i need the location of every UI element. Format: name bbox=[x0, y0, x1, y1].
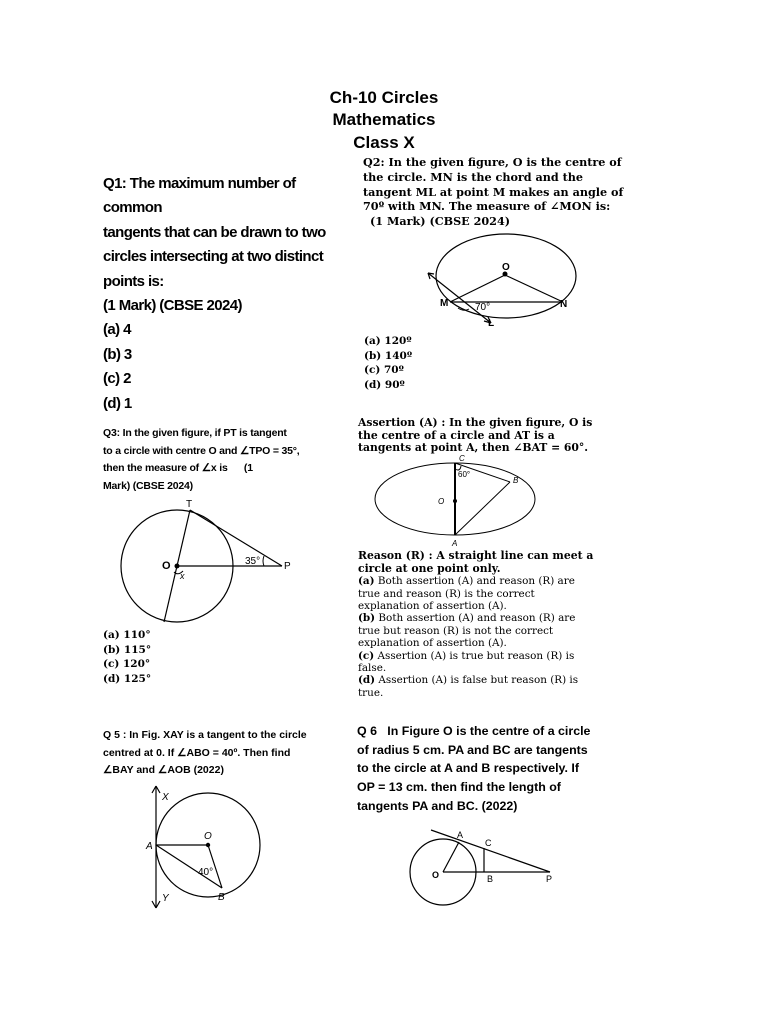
q3-line: to a circle with centre O and ∠TPO = 35°, bbox=[103, 444, 300, 457]
q2-label-angle: 70° bbox=[475, 302, 491, 313]
q3-label-p: P bbox=[284, 561, 291, 572]
q4-option-d bbox=[358, 674, 658, 699]
question-4-reason bbox=[358, 550, 658, 699]
q3-option: (a) 110° bbox=[103, 629, 151, 641]
q6-line: OP = 13 cm. then find the length of bbox=[357, 780, 561, 795]
q2-option: (d) 90º bbox=[364, 378, 405, 391]
q4-option-key: (c) bbox=[358, 649, 375, 662]
q4-option-line: explanation of assertion (A). bbox=[358, 600, 507, 612]
q4-option-line: false. bbox=[358, 662, 387, 675]
q4-option-line: Assertion (A) is true but reason (R) is bbox=[377, 649, 575, 662]
q2-label-m: M bbox=[440, 298, 449, 309]
question-5 bbox=[103, 727, 333, 780]
q4-assertion-line: Assertion (A) : In the given figure, O is bbox=[358, 416, 593, 429]
q4-label-b: B bbox=[513, 476, 519, 485]
q5-line: centred at 0. If ∠ABO = 40º. Then find bbox=[103, 746, 291, 759]
q4-label-angle: 60° bbox=[458, 470, 471, 479]
q5-label-angle: 40° bbox=[198, 867, 214, 878]
q1-line: tangents that can be drawn to two bbox=[103, 223, 326, 241]
q4-assertion-line: tangents at point A, then ∠BAT = 60°. bbox=[358, 441, 589, 455]
q4-option-b bbox=[358, 612, 658, 649]
q4-option-line: Assertion (A) is false but reason (R) is bbox=[378, 674, 579, 687]
q3-label-o: O bbox=[162, 560, 171, 572]
q3-line: then the measure of ∠x is (1 bbox=[103, 462, 253, 474]
q6-line: of radius 5 cm. PA and BC are tangents bbox=[357, 742, 588, 757]
subject-title: Mathematics bbox=[332, 110, 436, 129]
q6-label-c: C bbox=[485, 838, 492, 848]
q4-reason-line: circle at one point only. bbox=[358, 561, 501, 575]
q4-option-c bbox=[358, 650, 658, 675]
q2-options bbox=[364, 334, 412, 392]
q5-line: ∠BAY and ∠AOB (2022) bbox=[103, 764, 224, 776]
q1-line: Q1: The maximum number of common bbox=[103, 175, 296, 217]
q2-circle-figure bbox=[418, 230, 598, 330]
q1-option: (c) 2 bbox=[103, 370, 131, 388]
q4-assertion-line: the centre of a circle and AT is a bbox=[358, 428, 555, 442]
q2-option: (a) 120º bbox=[364, 335, 412, 347]
q6-circle-figure bbox=[405, 826, 565, 908]
class-title: Class X bbox=[353, 133, 415, 152]
q2-line: the circle. MN is the chord and the bbox=[363, 169, 584, 184]
question-2 bbox=[363, 155, 653, 229]
q2-line: Q2: In the given figure, O is the centre of bbox=[363, 155, 622, 169]
q1-option: (d) 1 bbox=[103, 394, 132, 412]
q3-label-x: x bbox=[180, 571, 185, 581]
q3-circle-figure bbox=[112, 496, 312, 628]
question-3 bbox=[103, 425, 323, 495]
q2-label-l: L bbox=[488, 318, 495, 329]
q4-option-line: true and reason (R) is the correct bbox=[358, 587, 535, 600]
question-4-assertion bbox=[358, 417, 658, 455]
q1-option: (a) 4 bbox=[103, 321, 131, 339]
q6-line: Q 6 In Figure O is the centre of a circle bbox=[357, 724, 591, 738]
q6-line: tangents PA and BC. (2022) bbox=[357, 798, 518, 813]
q4-circle-figure bbox=[370, 455, 570, 547]
q5-label-o: O bbox=[204, 831, 212, 842]
q1-option: (b) 3 bbox=[103, 345, 132, 363]
q3-line: Q3: In the given figure, if PT is tangent bbox=[103, 427, 287, 439]
q3-option: (b) 115° bbox=[103, 643, 152, 656]
q4-reason-line: Reason (R) : A straight line can meet a bbox=[358, 549, 594, 562]
q5-line: Q 5 : In Fig. XAY is a tangent to the circle bbox=[103, 729, 307, 741]
q2-line: 70º with MN. The measure of ∠MON is: bbox=[363, 199, 611, 214]
question-1 bbox=[103, 172, 343, 416]
question-6 bbox=[357, 722, 657, 816]
q2-label-o: O bbox=[502, 262, 510, 273]
q4-option-a bbox=[358, 575, 658, 612]
q4-option-line: true. bbox=[358, 686, 384, 699]
q4-option-key: (b) bbox=[358, 612, 376, 625]
q4-label-a: A bbox=[452, 539, 458, 547]
q3-line: Mark) (CBSE 2024) bbox=[103, 479, 193, 492]
q4-label-c: C bbox=[459, 455, 465, 463]
chapter-title: Ch-10 Circles bbox=[329, 88, 439, 107]
q4-label-o: O bbox=[438, 497, 445, 506]
q6-label-a: A bbox=[457, 830, 464, 840]
q5-label-b: B bbox=[218, 892, 225, 903]
q5-label-a: A bbox=[146, 841, 153, 852]
q4-option-line: Both assertion (A) and reason (R) are bbox=[377, 575, 575, 588]
q6-line: to the circle at A and B respectively. If bbox=[357, 761, 579, 776]
q4-option-line: true but reason (R) is not the correct bbox=[358, 624, 554, 637]
q4-option-key: (d) bbox=[358, 674, 376, 687]
q4-option-key: (a) bbox=[358, 575, 375, 588]
q2-line: (1 Mark) (CBSE 2024) bbox=[370, 214, 511, 229]
q5-label-x: X bbox=[162, 792, 169, 803]
q6-label-b: B bbox=[487, 874, 494, 884]
q3-label-t: T bbox=[186, 499, 193, 510]
q6-label-p: P bbox=[546, 874, 553, 884]
q6-label-o: O bbox=[432, 870, 440, 880]
q1-line: points is: bbox=[103, 272, 164, 290]
q3-options bbox=[103, 628, 151, 686]
q2-line: tangent ML at point M makes an angle of bbox=[363, 184, 624, 199]
q2-option: (c) 70º bbox=[364, 364, 404, 376]
q1-line: (1 Mark) (CBSE 2024) bbox=[103, 297, 242, 315]
q4-option-line: explanation of assertion (A). bbox=[358, 637, 507, 650]
q4-option-line: Both assertion (A) and reason (R) are bbox=[378, 612, 576, 625]
q3-label-angle: 35° bbox=[245, 556, 261, 567]
q3-option: (d) 125° bbox=[103, 672, 152, 685]
q3-option: (c) 120° bbox=[103, 658, 151, 670]
q5-circle-figure bbox=[140, 782, 270, 914]
q5-label-y: Y bbox=[162, 893, 169, 904]
q2-label-n: N bbox=[560, 299, 568, 310]
q2-option: (b) 140º bbox=[364, 349, 413, 362]
q1-line: circles intersecting at two distinct bbox=[103, 248, 324, 266]
